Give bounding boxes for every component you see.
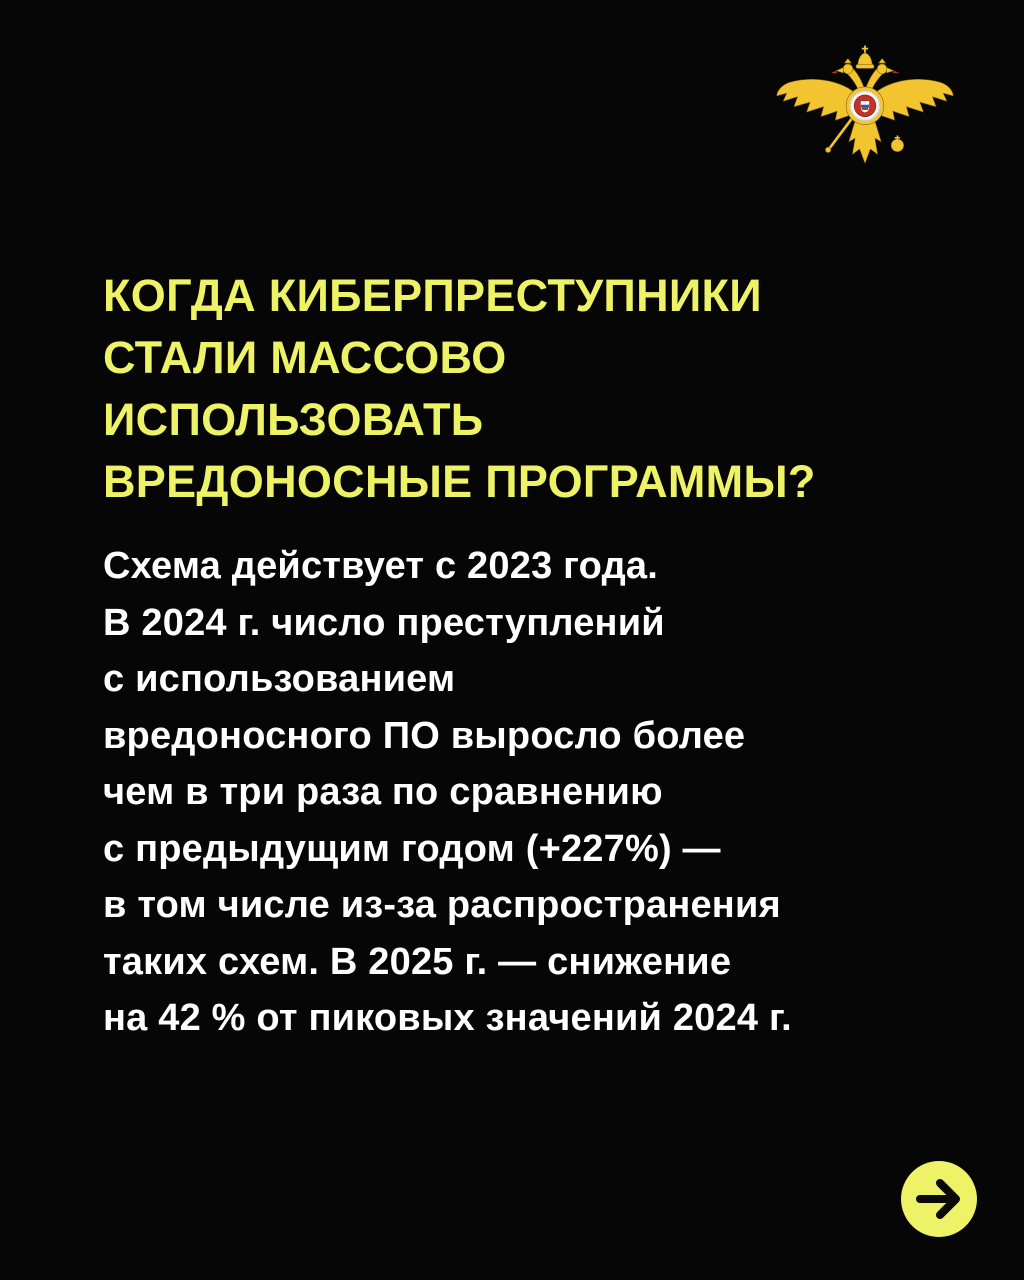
body-line: вредоносного ПО выросло более — [103, 714, 746, 757]
headline-line: ВРЕДОНОСНЫЕ ПРОГРАММЫ? — [103, 456, 816, 507]
body-line: таких схем. В 2025 г. — снижение — [103, 940, 732, 983]
body-line: в том числе из-за распространения — [103, 884, 781, 926]
body-line: с использованием — [103, 658, 456, 700]
body-line: на 42 % от пиковых значений 2024 г. — [103, 997, 792, 1039]
body-line: с предыдущим годом (+227%) — — [103, 827, 721, 870]
mvd-double-headed-eagle-emblem — [775, 40, 955, 168]
body-line: В 2024 г. число преступлений — [103, 601, 665, 644]
arrow-right-icon — [901, 1161, 977, 1237]
headline-line: СТАЛИ МАССОВО — [103, 332, 507, 383]
body-line: чем в три раза по сравнению — [103, 771, 663, 813]
body-text — [103, 538, 963, 1047]
headline-line: ИСПОЛЬЗОВАТЬ — [103, 394, 484, 445]
headline-line: КОГДА КИБЕРПРЕСТУПНИКИ — [103, 270, 762, 321]
headline — [103, 265, 943, 513]
body-line: Схема действует с 2023 года. — [103, 545, 659, 587]
next-button[interactable] — [901, 1161, 977, 1237]
